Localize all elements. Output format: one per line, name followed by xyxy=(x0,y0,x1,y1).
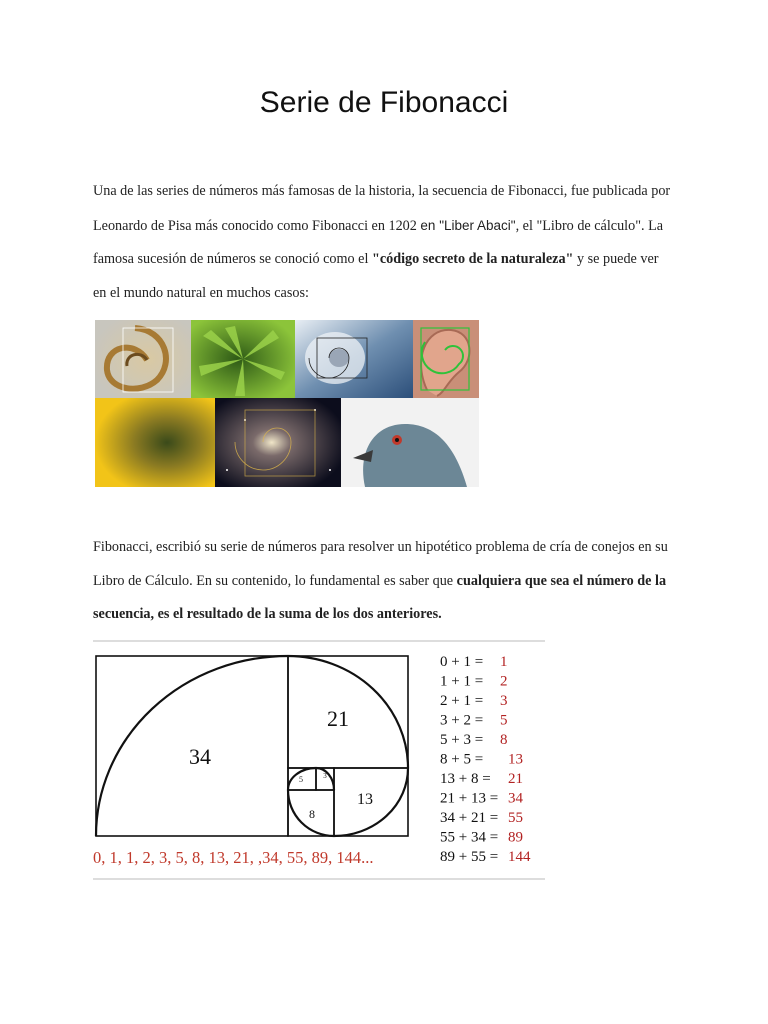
sum-expression-8: 34 + 21 = xyxy=(440,810,499,826)
intro-paragraph xyxy=(93,175,673,310)
sum-expression-0: 0 + 1 = xyxy=(440,654,484,670)
hurricane-picture xyxy=(295,320,413,398)
sum-result-6: 21 xyxy=(508,771,523,787)
label-34: 34 xyxy=(189,744,211,769)
sum-result-7: 34 xyxy=(508,790,523,807)
label-21: 21 xyxy=(327,706,349,731)
sum-result-3: 5 xyxy=(500,712,508,729)
sum-expression-9: 55 + 34 = xyxy=(440,829,499,846)
spiral-plant-picture xyxy=(191,320,295,398)
sum-expression-3: 3 + 2 = xyxy=(440,712,484,729)
sum-expression-1: 1 + 1 = xyxy=(440,673,484,690)
rabbits-text-1: Fibonacci, escribió su serie de números para resolver un hipotético problema de cría de conejos en su Libro de Cálculo. En su contenido, lo fundamental es saber que xyxy=(93,539,668,589)
label-3: 3 xyxy=(323,772,327,780)
rabbits-paragraph xyxy=(93,531,673,632)
nature-collage-image xyxy=(95,320,479,487)
sum-result-8: 55 xyxy=(508,810,523,826)
sum-expression-4: 5 + 3 = xyxy=(440,732,484,748)
sum-result-1: 2 xyxy=(500,673,508,690)
nautilus-shell-picture xyxy=(95,320,191,398)
sum-result-0: 1 xyxy=(500,654,508,670)
page-title: Serie de Fibonacci xyxy=(259,86,509,119)
galaxy-picture xyxy=(215,398,341,487)
sum-expression-6: 13 + 8 = xyxy=(440,771,491,787)
sum-expression-7: 21 + 13 = xyxy=(440,790,499,807)
label-13: 13 xyxy=(357,791,373,808)
sum-result-9: 89 xyxy=(508,829,523,846)
liber-abaci-text: en "Liber Abaci" xyxy=(420,217,516,233)
fibonacci-spiral-figure xyxy=(93,640,545,880)
sunflower-picture xyxy=(95,398,215,487)
sum-expression-5: 8 + 5 = xyxy=(440,751,484,768)
label-8: 8 xyxy=(309,807,315,821)
intro-text-5: y se puede ver en el mundo natural en muchos casos: xyxy=(93,251,659,301)
intro-text-3: , el "Libro de cálculo". La famosa sucesión de números se conoció como el xyxy=(93,217,664,267)
sum-result-2: 3 xyxy=(500,693,508,709)
intro-text-1: Una de las series de números más famosas de la historia, la secuencia de Fibonacci, fue publicada por Leonardo de Pisa más conocido como Fibonacci en 1202 xyxy=(93,183,671,234)
sum-result-5: 13 xyxy=(508,751,523,768)
sum-result-10: 144 xyxy=(508,849,531,865)
secret-code-text: "código secreto de la naturaleza" xyxy=(371,251,574,267)
sum-expression-10: 89 + 55 = xyxy=(440,849,499,865)
pigeon-picture xyxy=(341,398,479,487)
sum-result-4: 8 xyxy=(500,732,508,748)
sum-rule-text: cualquiera que sea el número de la secuencia, es el resultado de la suma de los dos anteriores. xyxy=(93,572,667,622)
sums-list xyxy=(440,654,531,865)
sum-expression-2: 2 + 1 = xyxy=(440,693,484,709)
ear-picture xyxy=(413,320,479,398)
fibonacci-sequence-text: 0, 1, 1, 2, 3, 5, 8, 13, 21, ,34, 55, 89, 144... xyxy=(93,848,374,867)
label-5: 5 xyxy=(299,775,303,784)
golden-spiral xyxy=(96,656,408,836)
